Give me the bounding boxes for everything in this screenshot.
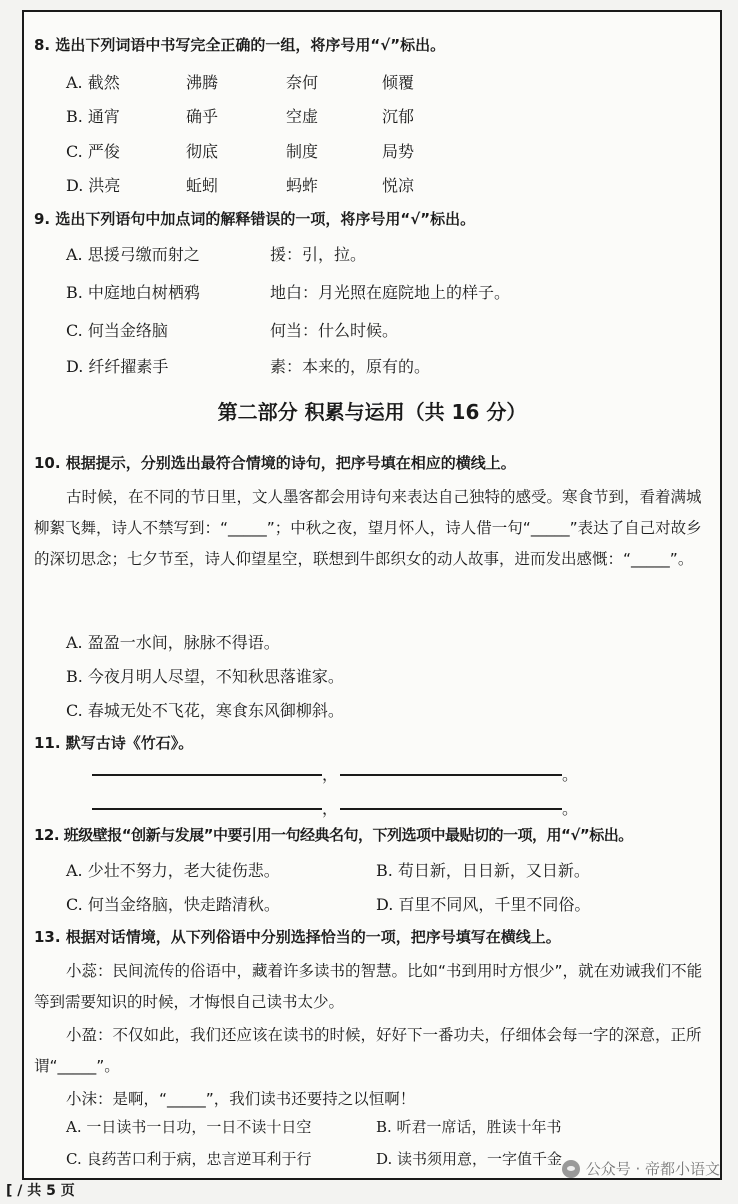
q9-stem: 9. 选出下列语句中加点词的解释错误的一项，将序号用“√”标出。	[34, 210, 476, 228]
q8-b: B. 通宵	[66, 107, 120, 126]
q13-option-b: B. 听君一席话，胜读十年书	[376, 1118, 562, 1136]
period-1: 。	[562, 765, 579, 784]
watermark	[562, 1158, 720, 1179]
q8-stem: 8. 选出下列词语中书写完全正确的一组，将序号用“√”标出。	[34, 36, 446, 54]
q9-d: D. 纤纤擢素手	[66, 357, 169, 376]
q8-a: A. 截然	[66, 73, 120, 92]
q13-dialogue-2	[34, 1020, 714, 1082]
q9-c: C. 何当金络脑	[66, 321, 168, 340]
q13-p1-text: 小蕊：民间流传的俗语中，藏着许多读书的智慧。比如“书到用时方恨少”，就在劝诫我们不能等到需要知识的时候，才悔恨自己读书太少。	[34, 962, 703, 1011]
q13-p3-text: 小沫：是啊，“_____”，我们读书还要持之以恒啊！	[66, 1090, 416, 1108]
answer-line-1[interactable]	[92, 774, 322, 776]
page-footer: [ / 共 5 页	[6, 1183, 75, 1199]
q8-c2: 彻底	[186, 142, 219, 161]
q10-option-a: A. 盈盈一水间，脉脉不得语。	[66, 633, 280, 652]
q8-a4: 倾覆	[382, 73, 415, 92]
q10-passage-text: 古时候，在不同的节日里，文人墨客都会用诗句来表达自己独特的感受。寒食节到，看着满城柳絮飞舞，诗人不禁写到：“_____”；中秋之夜，望月怀人，诗人借一句“_____”表达了自己对故乡的深切思念；七夕节至，诗人仰望星空，联想到牛郎织女的动人故事，进而发出感慨：“_____”。	[34, 488, 702, 568]
period-2: 。	[562, 799, 579, 818]
q13-p2-text: 小盈：不仅如此，我们还应该在读书的时候，好好下一番功夫，仔细体会每一字的深意，正所谓“_____”。	[34, 1026, 702, 1075]
q13-dialogue-3	[34, 1084, 714, 1115]
q9-b-exp: 地白：月光照在庭院地上的样子。	[270, 283, 511, 302]
q9-b: B. 中庭地白树栖鸦	[66, 283, 200, 302]
q8-a2: 沸腾	[186, 73, 219, 92]
q8-d3: 蚂蚱	[286, 176, 319, 195]
q10-option-c: C. 春城无处不飞花，寒食东风御柳斜。	[66, 701, 344, 720]
section-title: 第二部分 积累与运用（共 16 分）	[217, 400, 527, 424]
q8-b4: 沉郁	[382, 107, 415, 126]
q13-dialogue-1	[34, 956, 714, 1018]
q12-stem: 12. 班级壁报“创新与发展”中要引用一句经典名句，下列选项中最贴切的一项，用“√”标出。	[34, 826, 633, 844]
q10-passage	[34, 482, 714, 575]
q8-d: D. 洪亮	[66, 176, 121, 195]
watermark-text: 公众号 · 帝都小语文	[585, 1160, 720, 1178]
answer-line-2[interactable]	[340, 774, 562, 776]
q13-stem: 13. 根据对话情境，从下列俗语中分别选择恰当的一项，把序号填写在横线上。	[34, 928, 561, 946]
q12-option-d: D. 百里不同风，千里不同俗。	[376, 895, 591, 914]
q8-d4: 悦凉	[382, 176, 415, 195]
q9-a: A. 思援弓缴而射之	[66, 245, 200, 264]
q8-c: C. 严俊	[66, 142, 120, 161]
q13-option-d: D. 读书须用意，一字值千金	[376, 1150, 563, 1168]
q12-option-c: C. 何当金络脑，快走踏清秋。	[66, 895, 280, 914]
q11-stem: 11. 默写古诗《竹石》。	[34, 734, 194, 752]
q12-option-b: B. 苟日新，日日新，又日新。	[376, 861, 590, 880]
comma-2: ，	[322, 799, 339, 818]
q8-c4: 局势	[382, 142, 415, 161]
q10-option-b: B. 今夜月明人尽望，不知秋思落谁家。	[66, 667, 344, 686]
q8-a3: 奈何	[286, 73, 319, 92]
q12-option-a: A. 少壮不努力，老大徒伤悲。	[66, 861, 280, 880]
answer-line-4[interactable]	[340, 808, 562, 810]
q9-c-exp: 何当：什么时候。	[270, 321, 399, 340]
wechat-icon	[562, 1160, 580, 1178]
q9-d-exp: 素：本来的，原有的。	[270, 357, 431, 376]
q8-c3: 制度	[286, 142, 319, 161]
q8-d2: 蚯蚓	[186, 176, 219, 195]
q9-a-exp: 援：引，拉。	[270, 245, 367, 264]
q13-option-a: A. 一日读书一日功，一日不读十日空	[66, 1118, 312, 1136]
q13-option-c: C. 良药苦口利于病，忠言逆耳利于行	[66, 1150, 312, 1168]
answer-line-3[interactable]	[92, 808, 322, 810]
q10-stem: 10. 根据提示，分别选出最符合情境的诗句，把序号填在相应的横线上。	[34, 454, 516, 472]
q8-b3: 空虚	[286, 107, 319, 126]
comma-1: ，	[322, 765, 339, 784]
exam-page	[22, 10, 722, 1180]
q8-b2: 确乎	[186, 107, 219, 126]
